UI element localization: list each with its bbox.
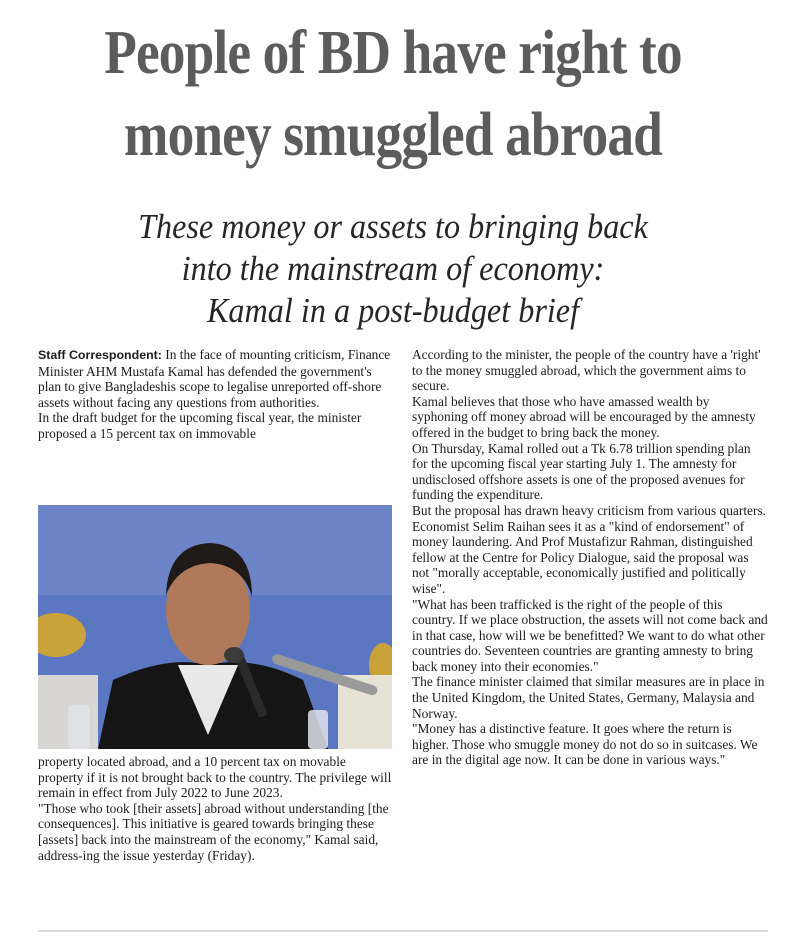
- bottom-divider: [38, 930, 768, 932]
- article-paragraph: In the draft budget for the upcoming fiscal year, the minister proposed a 15 percent tax on immovable: [38, 410, 362, 441]
- subheadline-line-2: into the mainstream of economy:: [181, 249, 605, 288]
- water-bottle: [308, 710, 328, 749]
- byline: Staff Correspondent:: [38, 348, 162, 362]
- article-paragraph: "Those who took [their assets] abroad without understanding [the consequences]. This initiative is geared towards bringing these [assets] back into the mainstream of the economy," Kamal said, address-ing the issue yesterday (Friday).: [38, 800, 389, 863]
- subheadline-line-1: These money or assets to bringing back: [138, 207, 648, 246]
- photo-illustration: [38, 505, 392, 749]
- water-bottle: [68, 705, 90, 749]
- article-paragraph: Kamal believes that those who have amassed wealth by syphoning off money abroad will be encouraged by the amnesty offered in the budget to bring back the money.: [412, 393, 756, 440]
- microphone-head: [224, 647, 244, 663]
- article-text: In the face of mounting criticism, Finance Minister AHM Mustafa Kamal has defended the government's plan to give Bangladeshis scope to legalise unreported off-shore assets without facing any questions from authorities.: [38, 347, 391, 410]
- article-paragraph: But the proposal has drawn heavy criticism from various quarters. Economist Selim Raihan sees it as a "kind of endorsement" of money laundering. And Prof Mustafizur Rahman, distinguished fellow at the Centre for Policy Dialogue, said the proposal was not "morally acceptable, economically justified and politically wise".: [412, 502, 767, 596]
- headline-line-2: money smuggled abroad: [124, 101, 662, 169]
- article-paragraph: [38, 347, 392, 410]
- article-photo: [38, 505, 392, 749]
- article-paragraph: "What has been trafficked is the right of the people of this country. If we place obstruction, the assets will not come back and in that case, how will we be benefitted? We want to do what other countries do. Seventeen countries are granting amnesty to bring back money into their economies.": [412, 596, 768, 674]
- subheadline-line-3: Kamal in a post-budget brief: [206, 291, 580, 330]
- article-paragraph: property located abroad, and a 10 percent tax on movable property if it is not brought back to the country. The privilege will remain in effect from July 2022 to June 2023.: [38, 754, 392, 801]
- article-paragraph: On Thursday, Kamal rolled out a Tk 6.78 trillion spending plan for the upcoming fiscal year starting July 1. The amnesty for undisclosed offshore assets is one of the proposed avenues for funding the expenditure.: [412, 440, 751, 503]
- article-column-left-top: [38, 347, 392, 442]
- article-column-left-bottom: [38, 754, 392, 863]
- subheadline: [31, 206, 754, 332]
- headline: [55, 12, 731, 176]
- article-paragraph: "Money has a distinctive feature. It goes where the return is higher. Those who smuggle money do not do so in suitcases. We are in the digital age now. It can be done in various ways.": [412, 721, 758, 768]
- article-column-right: [412, 347, 768, 768]
- headline-line-1: People of BD have right to: [104, 19, 682, 87]
- article-paragraph: According to the minister, the people of the country have a 'right' to the money smuggled abroad, which the government aims to secure.: [412, 347, 761, 394]
- article-paragraph: The finance minister claimed that similar measures are in place in the United Kingdom, the United States, Germany, Malaysia and Norway.: [412, 674, 765, 721]
